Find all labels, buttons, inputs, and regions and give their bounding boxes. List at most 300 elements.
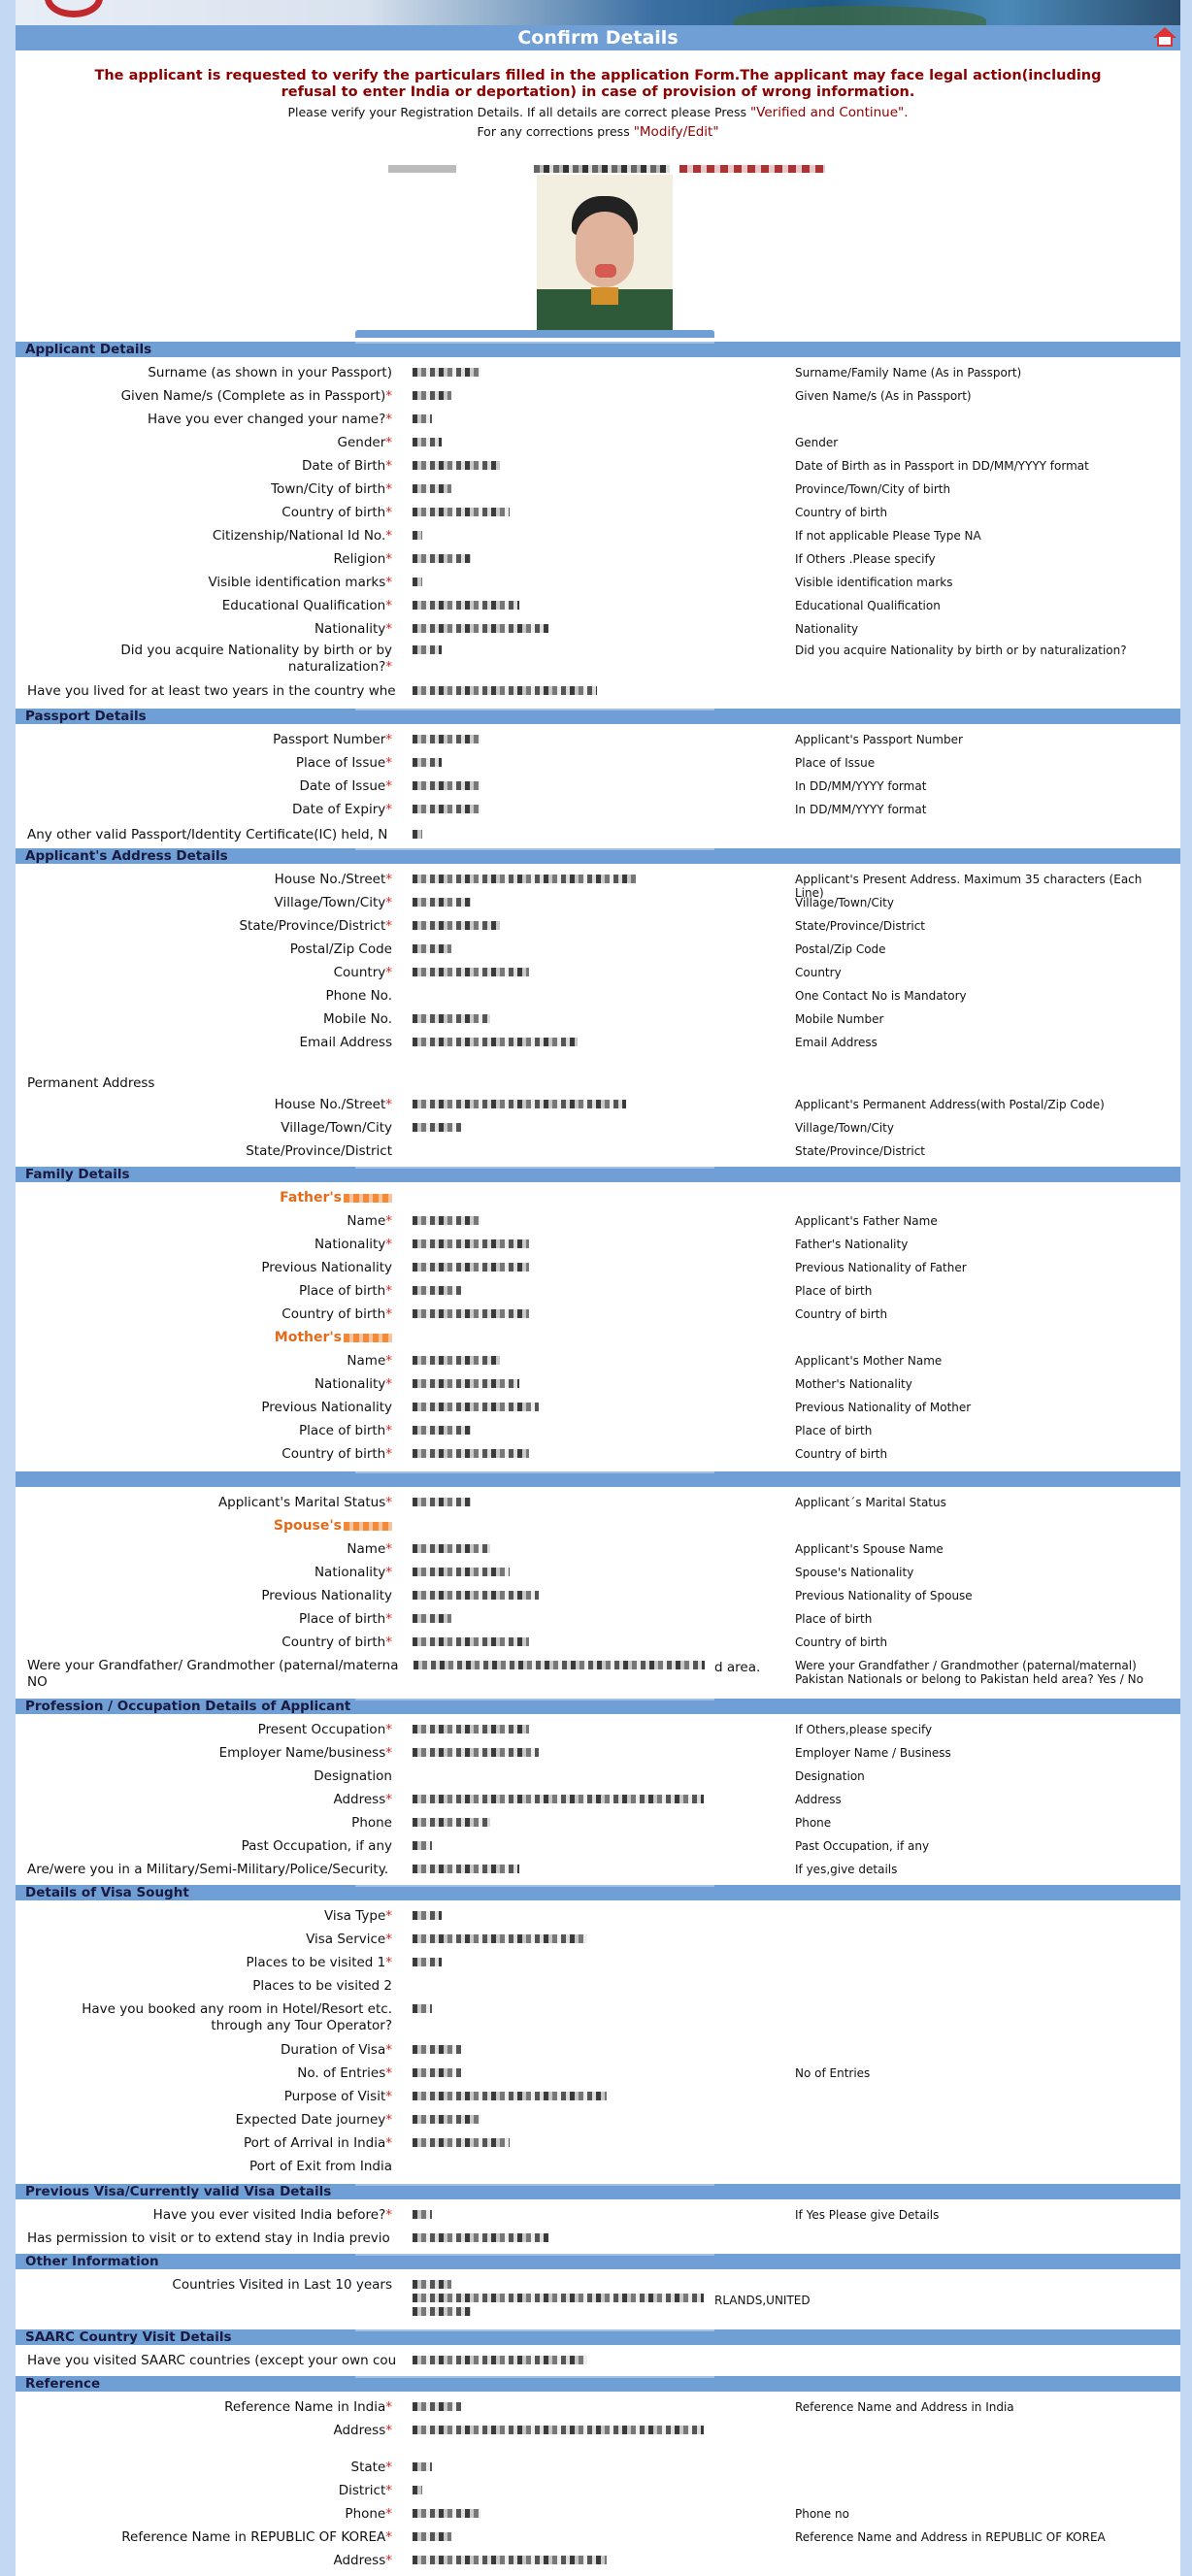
redacted-value bbox=[413, 968, 529, 976]
field-label: Have you ever visited India before?* bbox=[152, 2207, 392, 2223]
field-label: Reference Name in REPUBLIC OF KOREA* bbox=[121, 2529, 392, 2545]
field-label: District* bbox=[338, 2483, 392, 2498]
field-label: Nationality* bbox=[314, 1237, 392, 1252]
label-line2: through any Tour Operator? bbox=[211, 2018, 392, 2033]
required-mark: * bbox=[385, 551, 392, 567]
required-mark: * bbox=[385, 2112, 392, 2128]
required-mark: * bbox=[385, 1495, 392, 1510]
required-mark: * bbox=[385, 598, 392, 613]
field-label: Are/were you in a Military/Semi-Military/Police/Security. bbox=[27, 1862, 389, 1877]
field-hint: Previous Nationality of Father bbox=[795, 1261, 967, 1274]
field-hint: Applicant's Permanent Address(with Postal/Zip Code) bbox=[795, 1098, 1105, 1111]
field-label: Designation bbox=[314, 1768, 392, 1784]
field-label: Visa Type* bbox=[323, 1908, 392, 1924]
required-mark: * bbox=[385, 2423, 392, 2438]
required-mark: * bbox=[385, 435, 392, 450]
redacted-value bbox=[413, 2294, 704, 2302]
field-label bbox=[120, 643, 392, 676]
field-hint: Applicant´s Marital Status bbox=[795, 1496, 946, 1509]
field-hint: Applicant's Mother Name bbox=[795, 1354, 943, 1368]
field-label bbox=[27, 1658, 398, 1691]
field-hint: Postal/Zip Code bbox=[795, 942, 886, 956]
field-hint: Employer Name / Business bbox=[795, 1746, 951, 1760]
field-hint: In DD/MM/YYYY format bbox=[795, 779, 927, 793]
section-saarc: SAARC Country Visit Details bbox=[16, 2329, 1180, 2345]
field-hint: If yes,give details bbox=[795, 1863, 898, 1876]
required-mark: * bbox=[385, 2207, 392, 2223]
field-label: Previous Nationality bbox=[261, 1260, 392, 1275]
modify-edit-link[interactable]: "Modify/Edit" bbox=[633, 124, 719, 140]
required-mark: * bbox=[385, 1565, 392, 1580]
required-mark: * bbox=[385, 1446, 392, 1462]
required-mark: * bbox=[385, 575, 392, 590]
redacted-value bbox=[413, 1449, 529, 1458]
required-mark: * bbox=[385, 458, 392, 474]
field-label: Previous Nationality bbox=[261, 1588, 392, 1603]
required-mark: * bbox=[385, 2483, 392, 2498]
redacted-value bbox=[413, 438, 442, 446]
required-mark: * bbox=[385, 778, 392, 794]
field-label bbox=[82, 2001, 392, 2034]
redacted-value bbox=[413, 1865, 519, 1873]
verify-text: Please verify your Registration Details. If all details are correct please Press bbox=[287, 105, 746, 119]
photo-tab-strip bbox=[355, 330, 714, 338]
redacted-value bbox=[413, 1263, 529, 1271]
redacted-value bbox=[413, 2402, 461, 2411]
required-mark: * bbox=[385, 1611, 392, 1627]
label-line2: naturalization? bbox=[287, 659, 386, 675]
redacted-value bbox=[413, 1748, 539, 1757]
field-label: Places to be visited 1* bbox=[246, 1955, 392, 1970]
field-label: Place of birth* bbox=[299, 1611, 392, 1627]
field-label: Gender* bbox=[337, 435, 392, 450]
field-label: Date of Issue* bbox=[299, 778, 392, 794]
field-hint: Were your Grandfather / Grandmother (paternal/maternal) Pakistan Nationals or belong to Pakistan held area? Yes / No bbox=[795, 1659, 1143, 1686]
required-mark: * bbox=[385, 732, 392, 747]
redacted-value bbox=[413, 1818, 490, 1827]
redacted-value bbox=[388, 165, 456, 173]
field-label: Nationality* bbox=[314, 1376, 392, 1392]
field-label: Name* bbox=[347, 1353, 392, 1369]
field-hint: Visible identification marks bbox=[795, 576, 953, 589]
required-mark: * bbox=[385, 2529, 392, 2545]
redacted-value bbox=[413, 645, 442, 654]
redacted-value bbox=[413, 1286, 461, 1295]
redacted-value bbox=[413, 2509, 480, 2518]
field-label: Village/Town/City* bbox=[274, 895, 392, 910]
field-label: Countries Visited in Last 10 years bbox=[172, 2277, 392, 2293]
redacted-value bbox=[413, 601, 519, 610]
redacted-value bbox=[413, 2356, 587, 2364]
redacted-value bbox=[413, 1934, 587, 1943]
field-label: Country* bbox=[333, 965, 392, 980]
redacted-value bbox=[413, 1123, 461, 1132]
redacted-value bbox=[534, 165, 670, 173]
group-title-text: Spouse's bbox=[273, 1518, 342, 1534]
group-title-text: Father's bbox=[280, 1190, 342, 1205]
section-applicant: Applicant Details bbox=[16, 342, 1180, 357]
field-label: State/Province/District* bbox=[239, 918, 392, 934]
required-mark: * bbox=[385, 2553, 392, 2568]
field-label: Has permission to visit or to extend stay in India previo bbox=[27, 2230, 390, 2246]
redacted-value bbox=[413, 875, 636, 883]
permanent-address-label: Permanent Address bbox=[27, 1075, 155, 1091]
field-label: Email Address bbox=[299, 1035, 392, 1050]
field-hint: Email Address bbox=[795, 1036, 877, 1049]
field-label: Educational Qualification* bbox=[221, 598, 392, 613]
field-label: Place of birth* bbox=[299, 1423, 392, 1438]
field-hint: Gender bbox=[795, 436, 839, 449]
field-hint: Given Name/s (As in Passport) bbox=[795, 389, 972, 403]
field-hint: Province/Town/City of birth bbox=[795, 482, 951, 496]
required-mark: * bbox=[385, 1932, 392, 1947]
redacted-value bbox=[413, 1637, 529, 1646]
required-mark: * bbox=[385, 802, 392, 817]
field-hint: Phone no bbox=[795, 2507, 849, 2521]
redacted-value bbox=[413, 686, 597, 695]
field-hint: Applicant's Spouse Name bbox=[795, 1542, 944, 1556]
field-hint: Place of birth bbox=[795, 1424, 873, 1437]
field-hint: Country of birth bbox=[795, 1635, 888, 1649]
field-label: Passport Number* bbox=[273, 732, 392, 747]
redacted-value bbox=[413, 391, 451, 400]
field-hint: Nationality bbox=[795, 622, 859, 636]
redacted-value bbox=[413, 2233, 548, 2242]
field-hint: Mobile Number bbox=[795, 1012, 884, 1026]
field-label: Any other valid Passport/Identity Certificate(IC) held, N bbox=[27, 827, 388, 842]
redacted-value bbox=[413, 484, 451, 493]
field-hint: State/Province/District bbox=[795, 919, 926, 933]
label-line1: Have you booked any room in Hotel/Resort etc. bbox=[82, 2001, 392, 2017]
field-label: Mobile No. bbox=[323, 1011, 392, 1027]
page-title: Confirm Details bbox=[517, 27, 679, 49]
field-hint: If Others .Please specify bbox=[795, 552, 936, 566]
redacted-value bbox=[413, 461, 500, 470]
field-label: Purpose of Visit* bbox=[283, 2089, 392, 2104]
field-label: House No./Street* bbox=[274, 872, 392, 887]
group-title bbox=[274, 1518, 392, 1534]
field-label: Country of birth* bbox=[281, 1446, 392, 1462]
field-hint: If not applicable Please Type NA bbox=[795, 529, 981, 543]
field-label: Phone bbox=[351, 1815, 392, 1831]
field-hint: One Contact No is Mandatory bbox=[795, 989, 967, 1003]
required-mark: * bbox=[385, 918, 392, 934]
redacted-value bbox=[413, 2092, 607, 2100]
redacted-value bbox=[413, 2462, 432, 2471]
field-label: State/Province/District bbox=[246, 1143, 392, 1159]
redacted-value bbox=[413, 898, 471, 907]
redacted-value bbox=[413, 2210, 432, 2219]
redacted-value bbox=[413, 414, 432, 423]
redacted-value bbox=[413, 1426, 471, 1435]
redacted-value bbox=[413, 1591, 539, 1600]
redacted-value bbox=[413, 1498, 471, 1506]
required-mark: * bbox=[385, 621, 392, 637]
required-mark: * bbox=[385, 895, 392, 910]
required-mark: * bbox=[385, 872, 392, 887]
redacted-value bbox=[413, 2045, 461, 2054]
field-hint: Country bbox=[795, 966, 842, 979]
field-hint: Village/Town/City bbox=[795, 1121, 894, 1135]
required-mark: * bbox=[385, 505, 392, 520]
field-label: Religion* bbox=[333, 551, 392, 567]
field-hint: Father's Nationality bbox=[795, 1238, 909, 1251]
field-hint: Country of birth bbox=[795, 1307, 888, 1321]
field-label: Nationality* bbox=[314, 1565, 392, 1580]
field-label: Have you lived for at least two years in the country whe bbox=[27, 683, 396, 699]
label-line1: Did you acquire Nationality by birth or by bbox=[120, 643, 392, 658]
required-mark: * bbox=[385, 1635, 392, 1650]
field-hint: Date of Birth as in Passport in DD/MM/YYYY format bbox=[795, 459, 1089, 473]
required-mark: * bbox=[385, 1097, 392, 1112]
section-passport: Passport Details bbox=[16, 709, 1180, 724]
field-hint: Place of birth bbox=[795, 1612, 873, 1626]
required-mark: * bbox=[385, 1745, 392, 1761]
field-hint: Address bbox=[795, 1793, 842, 1806]
field-label: Places to be visited 2 bbox=[252, 1978, 392, 1994]
modify-text: For any corrections press bbox=[477, 124, 630, 139]
redacted-value bbox=[679, 165, 825, 173]
redacted-value bbox=[413, 531, 422, 540]
redacted-value bbox=[413, 2556, 607, 2564]
redacted-value bbox=[413, 1014, 490, 1023]
redacted-value bbox=[413, 1841, 432, 1850]
group-title bbox=[275, 1330, 392, 1345]
required-mark: * bbox=[385, 2506, 392, 2522]
redacted-value bbox=[413, 2115, 480, 2124]
site-banner bbox=[16, 0, 1180, 25]
required-mark: * bbox=[385, 2135, 392, 2151]
redacted-value bbox=[413, 2068, 461, 2077]
field-hint: Applicant's Father Name bbox=[795, 1214, 938, 1228]
required-mark: * bbox=[385, 1722, 392, 1737]
verified-continue-link[interactable]: "Verified and Continue". bbox=[749, 105, 909, 120]
redacted-value bbox=[413, 1038, 578, 1046]
field-label: Village/Town/City bbox=[281, 1120, 392, 1136]
field-label: Town/City of birth* bbox=[271, 481, 392, 497]
redacted-value bbox=[413, 1544, 490, 1553]
field-label: Postal/Zip Code bbox=[289, 941, 392, 957]
field-hint: Previous Nationality of Spouse bbox=[795, 1589, 973, 1602]
redacted-value bbox=[413, 2532, 451, 2541]
verify-line bbox=[16, 105, 1180, 120]
field-hint: Spouse's Nationality bbox=[795, 1566, 914, 1579]
field-hint: Applicant's Present Address. Maximum 35 characters (Each Line) bbox=[795, 873, 1142, 900]
redacted-value bbox=[413, 921, 500, 930]
required-mark: * bbox=[385, 1353, 392, 1369]
section-previous_visa: Previous Visa/Currently valid Visa Details bbox=[16, 2184, 1180, 2199]
required-mark: * bbox=[385, 2460, 392, 2475]
field-label: Name* bbox=[347, 1541, 392, 1557]
field-label: No. of Entries* bbox=[297, 2065, 392, 2081]
redacted-value bbox=[413, 2307, 471, 2316]
field-hint: Surname/Family Name (As in Passport) bbox=[795, 366, 1022, 380]
applicant-photo bbox=[537, 175, 673, 330]
redacted-value bbox=[413, 1725, 529, 1734]
required-mark: * bbox=[385, 1541, 392, 1557]
trailing-text: RLANDS,UNITED bbox=[714, 2294, 811, 2307]
field-hint: Previous Nationality of Mother bbox=[795, 1401, 972, 1414]
field-label: Duration of Visa* bbox=[281, 2042, 392, 2058]
field-hint: Reference Name and Address in India bbox=[795, 2400, 1014, 2414]
registration-id-row bbox=[16, 165, 1180, 175]
confirm-page bbox=[16, 25, 1180, 2576]
field-label: Visible identification marks* bbox=[208, 575, 392, 590]
field-label: Visa Service* bbox=[306, 1932, 392, 1947]
redacted-value bbox=[413, 1356, 500, 1365]
redacted-value bbox=[413, 1216, 480, 1225]
redacted-value bbox=[413, 2486, 422, 2494]
redacted-value bbox=[413, 1795, 704, 1803]
field-label: Nationality* bbox=[314, 621, 392, 637]
redacted-value bbox=[413, 2004, 432, 2013]
field-hint: Applicant's Passport Number bbox=[795, 733, 963, 746]
redacted-value bbox=[413, 578, 422, 586]
field-label: Port of Arrival in India* bbox=[244, 2135, 392, 2151]
section-other: Other Information bbox=[16, 2254, 1180, 2269]
title-bar bbox=[16, 25, 1180, 50]
section-reference: Reference bbox=[16, 2376, 1180, 2392]
redacted-value bbox=[413, 1100, 626, 1108]
redacted-value bbox=[413, 2426, 704, 2434]
redacted-value bbox=[344, 1194, 392, 1203]
required-mark: * bbox=[385, 1283, 392, 1299]
required-mark: * bbox=[385, 2042, 392, 2058]
required-mark: * bbox=[385, 388, 392, 404]
redacted-value bbox=[413, 1614, 451, 1623]
field-label: Country of birth* bbox=[281, 1306, 392, 1322]
field-label: Name* bbox=[347, 1213, 392, 1229]
field-hint: If Yes Please give Details bbox=[795, 2208, 940, 2222]
required-mark: * bbox=[385, 1213, 392, 1229]
field-label: Place of Issue* bbox=[295, 755, 392, 771]
redacted-value bbox=[344, 1522, 392, 1531]
field-label: Have you ever changed your name?* bbox=[148, 412, 392, 427]
redacted-value bbox=[413, 781, 480, 790]
redacted-value bbox=[413, 1309, 529, 1318]
field-label: Expected Date journey* bbox=[235, 2112, 392, 2128]
required-mark: * bbox=[385, 528, 392, 544]
field-label: Present Occupation* bbox=[257, 1722, 392, 1737]
field-label: Country of birth* bbox=[281, 505, 392, 520]
section-address: Applicant's Address Details bbox=[16, 848, 1180, 864]
redacted-value bbox=[413, 805, 480, 813]
required-mark: * bbox=[385, 755, 392, 771]
redacted-value bbox=[413, 554, 471, 563]
field-hint: Did you acquire Nationality by birth or by naturalization? bbox=[795, 644, 1127, 657]
redacted-value bbox=[413, 1911, 442, 1920]
field-hint: Place of birth bbox=[795, 1284, 873, 1298]
modify-line bbox=[16, 124, 1180, 140]
legal-notice: The applicant is requested to verify the particulars filled in the application Form.The applicant may face legal action(including refusal to enter India or deportation) in case of provision of wrong information. bbox=[94, 68, 1102, 100]
field-hint: Educational Qualification bbox=[795, 599, 941, 612]
section-spacer bbox=[16, 1471, 1180, 1487]
field-label: House No./Street* bbox=[274, 1097, 392, 1112]
field-hint: Reference Name and Address in REPUBLIC OF KOREA bbox=[795, 2530, 1106, 2544]
section-profession: Profession / Occupation Details of Applicant bbox=[16, 1699, 1180, 1714]
field-hint: Country of birth bbox=[795, 1447, 888, 1461]
redacted-value bbox=[413, 624, 548, 633]
field-hint: In DD/MM/YYYY format bbox=[795, 803, 927, 816]
redacted-value bbox=[344, 1334, 392, 1342]
redacted-value bbox=[413, 1958, 442, 1966]
redacted-value bbox=[413, 830, 422, 839]
redacted-value bbox=[413, 2138, 510, 2147]
redacted-value bbox=[413, 368, 480, 377]
field-label: Given Name/s (Complete as in Passport)* bbox=[120, 388, 392, 404]
field-label: Citizenship/National Id No.* bbox=[212, 528, 392, 544]
field-label: Surname (as shown in your Passport) bbox=[148, 365, 392, 380]
field-hint: State/Province/District bbox=[795, 1144, 926, 1158]
banner-landscape bbox=[734, 6, 986, 25]
field-hint: Past Occupation, if any bbox=[795, 1839, 930, 1853]
required-mark: * bbox=[385, 1908, 392, 1924]
redacted-value bbox=[414, 1661, 705, 1669]
field-label: Address* bbox=[333, 1792, 392, 1807]
field-hint: Designation bbox=[795, 1769, 865, 1783]
field-hint: No of Entries bbox=[795, 2066, 871, 2080]
required-mark: * bbox=[385, 1237, 392, 1252]
redacted-value bbox=[413, 1379, 519, 1388]
redacted-value bbox=[413, 1568, 510, 1576]
logo-icon bbox=[45, 0, 103, 17]
required-mark: * bbox=[385, 412, 392, 427]
label-line2: NO bbox=[27, 1674, 48, 1690]
section-visa: Details of Visa Sought bbox=[16, 1885, 1180, 1900]
field-label: State* bbox=[350, 2460, 392, 2475]
field-hint: Phone bbox=[795, 1816, 832, 1830]
required-mark: * bbox=[385, 965, 392, 980]
redacted-value bbox=[413, 1239, 529, 1248]
redacted-value bbox=[413, 944, 451, 953]
field-label: Reference Name in India* bbox=[224, 2399, 392, 2415]
field-hint: Mother's Nationality bbox=[795, 1377, 912, 1391]
field-label: Port of Exit from India bbox=[248, 2159, 392, 2174]
field-label: Phone No. bbox=[325, 988, 392, 1004]
field-label: Applicant's Marital Status* bbox=[217, 1495, 392, 1510]
redacted-value bbox=[413, 735, 480, 743]
trailing-text: d area. bbox=[714, 1660, 761, 1675]
field-label: Date of Birth* bbox=[301, 458, 392, 474]
field-label: Country of birth* bbox=[281, 1635, 392, 1650]
required-mark: * bbox=[385, 1792, 392, 1807]
field-label: Employer Name/business* bbox=[218, 1745, 392, 1761]
label-line1: Were your Grandfather/ Grandmother (paternal/materna bbox=[27, 1658, 399, 1673]
field-hint: Place of Issue bbox=[795, 756, 876, 770]
required-mark: * bbox=[385, 481, 392, 497]
section-family: Family Details bbox=[16, 1167, 1180, 1182]
group-title bbox=[280, 1190, 392, 1205]
required-mark: * bbox=[385, 1306, 392, 1322]
required-mark: * bbox=[385, 1955, 392, 1970]
redacted-value bbox=[413, 1403, 539, 1411]
required-mark: * bbox=[385, 1376, 392, 1392]
field-hint: If Others,please specify bbox=[795, 1723, 933, 1736]
field-label: Place of birth* bbox=[299, 1283, 392, 1299]
field-label: Address* bbox=[333, 2423, 392, 2438]
field-label: Have you visited SAARC countries (except your own cou bbox=[27, 2353, 397, 2368]
required-mark: * bbox=[385, 2399, 392, 2415]
field-hint: Village/Town/City bbox=[795, 896, 894, 909]
field-label: Address* bbox=[333, 2553, 392, 2568]
redacted-value bbox=[413, 508, 510, 516]
field-label: Previous Nationality bbox=[261, 1400, 392, 1415]
field-hint: Country of birth bbox=[795, 506, 888, 519]
field-label: Past Occupation, if any bbox=[241, 1838, 392, 1854]
home-icon[interactable] bbox=[1153, 27, 1176, 49]
required-mark: * bbox=[385, 2065, 392, 2081]
required-mark: * bbox=[385, 659, 392, 675]
